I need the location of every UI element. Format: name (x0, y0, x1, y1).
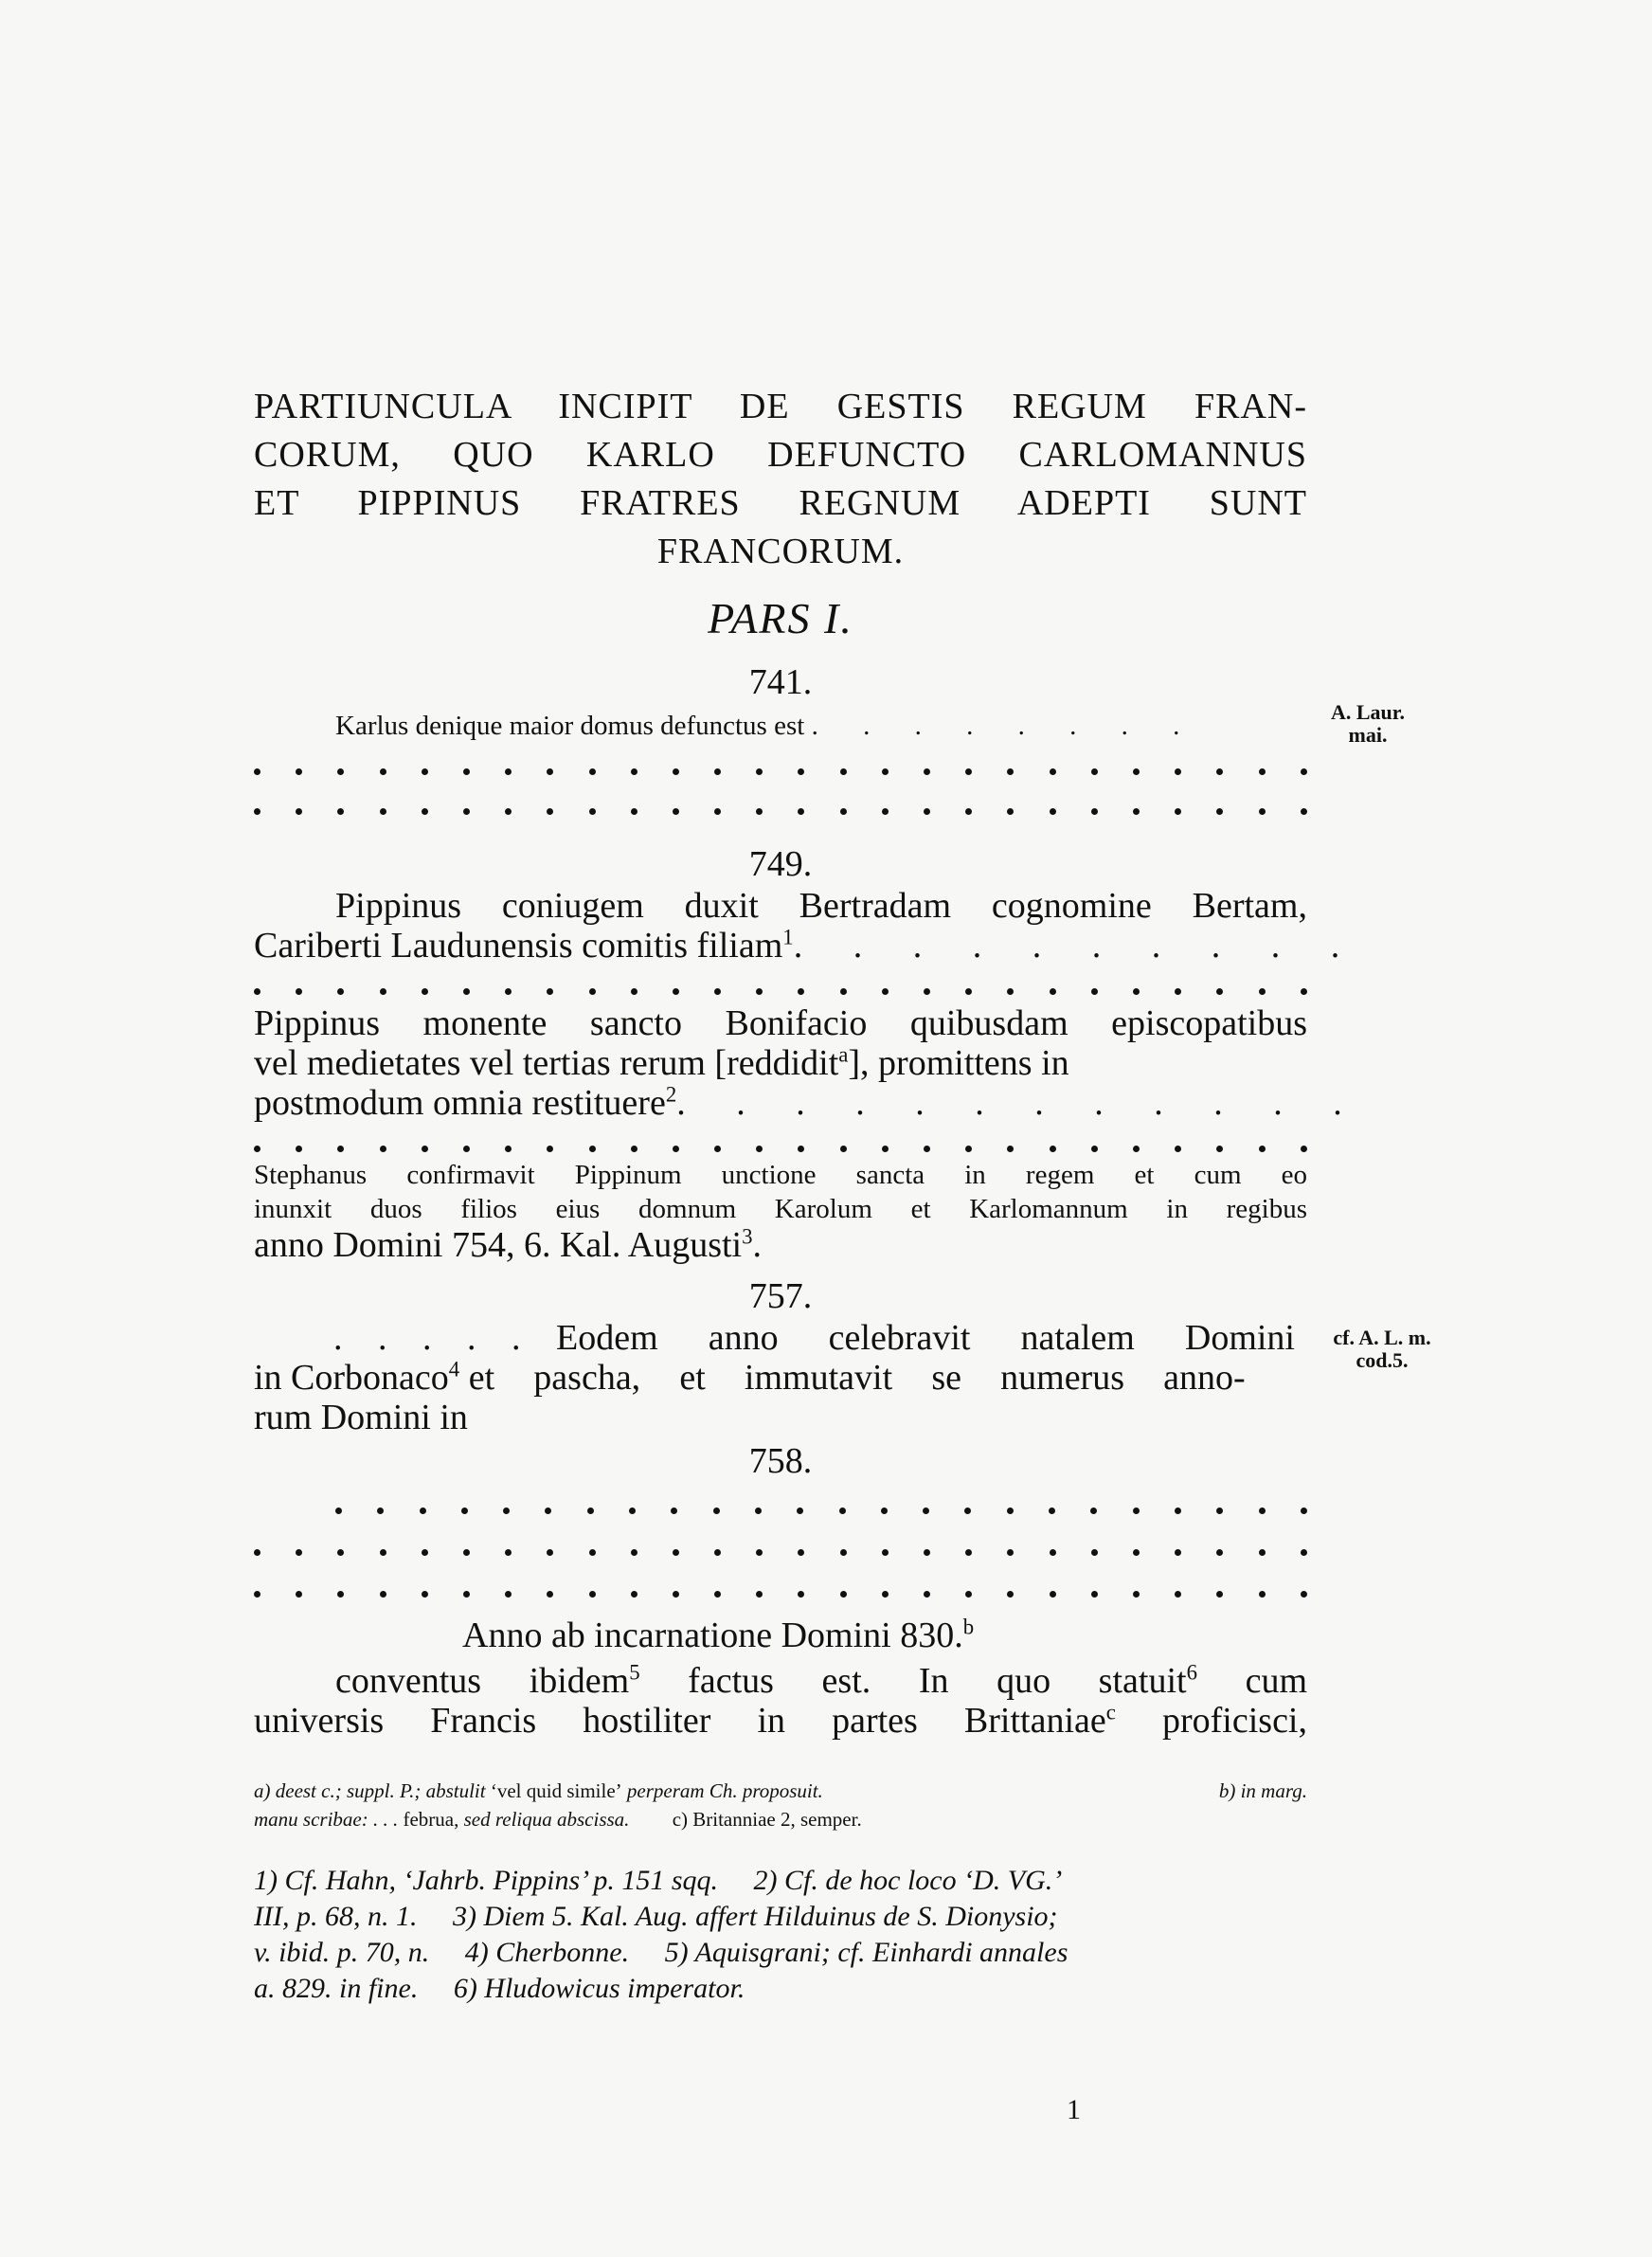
ellipsis-dot (1175, 768, 1181, 775)
ellipsis-dot (631, 808, 637, 815)
ellipsis-dot (797, 1508, 803, 1514)
ellipsis-dot (671, 1508, 677, 1514)
ellipsis-dot (1301, 1508, 1307, 1514)
entry-line: postmodum omnia restituere$^2$. . . . . . . . . . . . (254, 1082, 1363, 1123)
chapter-heading (254, 383, 1307, 576)
ellipsis-dot (1259, 768, 1266, 775)
ellipsis-dot (463, 988, 470, 995)
ellipsis-dot (924, 1591, 930, 1598)
apparatus-ref: a (838, 1042, 849, 1067)
ellipsis-dot (380, 1146, 386, 1152)
margin-note-text: A. Laur. (1330, 700, 1406, 724)
ellipsis-dot (463, 1549, 470, 1556)
entry-text: vel medietates vel tertias rerum [reddidit (254, 1043, 839, 1083)
ellipsis-dot (965, 768, 972, 775)
footnote-line (254, 1899, 1307, 1935)
entry-text: proficisci, (1161, 1701, 1307, 1741)
footnote-ref: 3 (742, 1224, 753, 1249)
ellipsis-dot (882, 768, 889, 775)
ellipsis-dot (924, 768, 930, 775)
ellipsis-dot (839, 1508, 846, 1514)
ellipsis-dot (629, 1508, 636, 1514)
ellipsis-dot (377, 1508, 384, 1514)
ellipsis-dot (1091, 1146, 1098, 1152)
ellipsis-dot (798, 1146, 804, 1152)
margin-note-laur (1311, 701, 1425, 747)
ellipsis-dot (422, 1146, 428, 1152)
ellipsis-dot (463, 1146, 470, 1152)
ellipsis-dot (1050, 1591, 1056, 1598)
ellipsis-dot (1175, 1508, 1181, 1514)
ellipsis-dot (631, 768, 637, 775)
entry-text: rum Domini in (254, 1398, 468, 1437)
entry-text: Anno ab incarnatione Domini 830. (462, 1616, 963, 1655)
ellipsis-dot (1301, 1549, 1307, 1556)
entry-text: Pippinus monente sancto Bonifacio quibusdam episcopatibus (254, 1003, 1307, 1043)
ellipsis-dot (505, 808, 512, 815)
ellipsis-dot (505, 1549, 512, 1556)
ellipsis-row (254, 1546, 1307, 1558)
ellipsis-dot (1050, 988, 1056, 995)
ellipsis-dot (1090, 1508, 1097, 1514)
ellipsis-dot (505, 768, 512, 775)
apparatus-text: manu scribae: . . . (254, 1808, 404, 1831)
entry-line: anno Domini 754, 6. Kal. Augusti$^3$. (254, 1224, 763, 1265)
ellipsis-dot (589, 1591, 596, 1598)
entry-text: conventus ibidem (335, 1661, 630, 1701)
entry-text: inunxit duos filios eius domnum Karolum et Karlomannum in regibus (254, 1194, 1307, 1224)
ellipsis-dot (1133, 1549, 1140, 1556)
entry-line (335, 1660, 1307, 1702)
ellipsis-dot (422, 1591, 428, 1598)
ellipsis-dot (756, 808, 763, 815)
footnote-ref: 1 (782, 925, 794, 949)
ellipsis-dot (882, 1146, 889, 1152)
ellipsis-dot (1133, 768, 1140, 775)
entry-text: Stephanus confirmavit Pippinum unctione sancta in regem et cum eo (254, 1160, 1307, 1190)
ellipsis-dot (756, 1549, 763, 1556)
ellipsis-dot (798, 768, 804, 775)
ellipsis-dot (422, 808, 428, 815)
ellipsis-dot (296, 768, 302, 775)
ellipsis-dot (254, 768, 260, 775)
entry-line: Cariberti Laudunensis comitis filiam$^1$. . . . . . . . . . (254, 925, 1361, 966)
ellipsis-dot (1175, 988, 1181, 995)
ellipsis-dot (337, 988, 344, 995)
heading-line: ET PIPPINUS FRATRES REGNUM ADEPTI SUNT (254, 483, 1307, 523)
ellipsis-dot (296, 1146, 302, 1152)
ellipsis-dot (1091, 1549, 1098, 1556)
ellipsis-dot (881, 1508, 888, 1514)
ellipsis-dot (1007, 1591, 1014, 1598)
entry-text: in Corbonaco (254, 1358, 449, 1398)
ellipsis-dot (1175, 1591, 1181, 1598)
heading-line: CORUM, QUO KARLO DEFUNCTO CARLOMANNUS (254, 435, 1307, 475)
margin-note-text: cf. A. L. m. (1333, 1326, 1431, 1349)
ellipsis-dot (1259, 1591, 1266, 1598)
ellipsis-dot (1133, 988, 1140, 995)
ellipsis-dot (924, 1146, 930, 1152)
ellipsis-dot (631, 1549, 637, 1556)
ellipsis-dot (337, 1549, 344, 1556)
heading-line: FRANCORUM. (656, 532, 905, 571)
entry-line: . . . . . Eodem anno celebravit natalem Domini (333, 1318, 1295, 1358)
entry-text: Pippinus coniugem duxit Bertradam cognomine Bertam, (335, 886, 1307, 926)
entry-text: et pascha, et immutavit se numerus anno- (468, 1358, 1246, 1398)
footnote-ref: 2 (665, 1082, 677, 1107)
ellipsis-dot (965, 1591, 972, 1598)
ellipsis-dot (840, 1549, 847, 1556)
footnote-text: v. ibid. p. 70, n. 4) Cherbonne. 5) Aquisgrani; cf. Einhardi annales (254, 1937, 1068, 1968)
ellipsis-dot (1007, 1508, 1014, 1514)
footnote-line (254, 1863, 1307, 1899)
footnote-ref: 6 (1186, 1660, 1197, 1685)
ellipsis-dot (337, 808, 344, 815)
apparatus-text: ‘vel quid simile’ (490, 1779, 622, 1802)
ellipsis-dot (503, 1508, 510, 1514)
ellipsis-dot (965, 1549, 972, 1556)
ellipsis-dot (1007, 1146, 1014, 1152)
ellipsis-dot (1216, 1591, 1223, 1598)
ellipsis-row (254, 1143, 1307, 1154)
entry-line (254, 1357, 1307, 1399)
ellipsis-dot (1007, 768, 1014, 775)
ellipsis-dot (673, 1146, 679, 1152)
ellipsis-dot (296, 1549, 302, 1556)
entry-text: factus est. In quo statuit (688, 1661, 1187, 1701)
ellipsis-dot (1133, 1591, 1140, 1598)
ellipsis-dot (798, 1549, 804, 1556)
ellipsis-dot (714, 1146, 721, 1152)
ellipsis-dot (589, 1146, 596, 1152)
ellipsis-dot (1301, 1591, 1307, 1598)
ellipsis-dot (756, 1591, 763, 1598)
ellipsis-dot (1301, 768, 1307, 775)
entry-line (254, 1192, 1307, 1226)
ellipsis-dot (673, 808, 679, 815)
entry-text: cum (1245, 1661, 1308, 1701)
entry-text: anno Domini 754, 6. Kal. Augusti (254, 1225, 743, 1265)
ellipsis-dot (756, 988, 763, 995)
ellipsis-dot (1216, 1146, 1223, 1152)
ellipsis-dot (1007, 1549, 1014, 1556)
ellipsis-dot (631, 1591, 637, 1598)
entry-line (254, 1042, 1307, 1084)
ellipsis-dot (798, 988, 804, 995)
year-heading: 741. (748, 662, 813, 702)
entry-line (462, 1615, 1516, 1656)
apparatus-line (254, 1778, 1307, 1805)
ellipsis-dot (882, 1549, 889, 1556)
ellipsis-dot (756, 1146, 763, 1152)
ellipsis-dot (380, 1549, 386, 1556)
ellipsis-dot (505, 988, 512, 995)
ellipsis-dot (545, 1508, 551, 1514)
ellipsis-dot (1133, 808, 1140, 815)
ellipsis-dot (714, 808, 721, 815)
apparatus-text: b) in marg. (1218, 1779, 1307, 1802)
ellipsis-dot (1091, 768, 1098, 775)
ellipsis-dot (714, 1591, 721, 1598)
ellipsis-dot (380, 1591, 386, 1598)
ellipsis-dot (1091, 808, 1098, 815)
ellipsis-dot (924, 808, 930, 815)
ellipsis-dot (1049, 1508, 1055, 1514)
ellipsis-dot (1091, 1591, 1098, 1598)
ellipsis-row (335, 1505, 1307, 1516)
ellipsis-row (254, 805, 1307, 817)
entry-text: postmodum omnia restituere (254, 1083, 666, 1123)
entry-text: universis Francis hostiliter in partes Brittaniae (254, 1701, 1106, 1741)
apparatus-text: a) deest c.; suppl. P.; abstulit (254, 1779, 491, 1802)
ellipsis-dot (965, 1146, 972, 1152)
ellipsis-dot (964, 1508, 971, 1514)
ellipsis-dot (463, 768, 470, 775)
footnote-ref: 5 (629, 1660, 640, 1685)
ellipsis-dot (254, 1146, 260, 1152)
ellipsis-dot (756, 768, 763, 775)
ellipsis-dot (1050, 808, 1056, 815)
ellipsis-dot (1216, 1549, 1223, 1556)
ellipsis-dot (882, 1591, 889, 1598)
ellipsis-dot (673, 988, 679, 995)
margin-note-cf (1311, 1327, 1453, 1372)
ellipsis-dot (924, 988, 930, 995)
apparatus-text: perperam Ch. proposuit. (621, 1779, 823, 1802)
ellipsis-dot (335, 1508, 342, 1514)
ellipsis-dot (1091, 988, 1098, 995)
ellipsis-dot (296, 988, 302, 995)
ellipsis-dot (1175, 1146, 1181, 1152)
page-number: 1 (1067, 2094, 1081, 2125)
entry-text: Eodem anno celebravit natalem Domini (556, 1318, 1295, 1358)
entry-text: Cariberti Laudunensis comitis filiam (254, 926, 783, 966)
ellipsis-dot (1259, 1508, 1266, 1514)
ellipsis-dot (714, 768, 721, 775)
ellipsis-dot (461, 1508, 468, 1514)
ellipsis-dot (505, 1146, 512, 1152)
apparatus-ref: b (962, 1615, 975, 1639)
ellipsis-dot (380, 988, 386, 995)
heading-line: PARTIUNCULA INCIPIT DE GESTIS REGUM FRAN- (254, 387, 1307, 426)
year-heading: 758. (748, 1441, 813, 1481)
entry-line (254, 1397, 1307, 1438)
ellipsis-dot (1007, 988, 1014, 995)
ellipsis-dot (547, 1549, 553, 1556)
ellipsis-dot (547, 808, 553, 815)
ellipsis-dot (547, 1146, 553, 1152)
ellipsis-dot (337, 768, 344, 775)
ellipsis-dot (587, 1508, 594, 1514)
footnote-text: a. 829. in fine. 6) Hludowicus imperator. (254, 1973, 745, 2004)
ellipsis-dot (673, 1591, 679, 1598)
ellipsis-dot (1175, 808, 1181, 815)
ellipsis-dot (1301, 1146, 1307, 1152)
entry-line (254, 1002, 1307, 1044)
ellipsis-dot (547, 1591, 553, 1598)
ellipsis-dot (1050, 1146, 1056, 1152)
ellipsis-dot (505, 1591, 512, 1598)
footnote-ref: 4 (448, 1357, 460, 1381)
ellipsis-dot (714, 1549, 721, 1556)
ellipsis-dot (631, 1146, 637, 1152)
footnote-text: III, p. 68, n. 1. 3) Diem 5. Kal. Aug. affert Hilduinus de S. Dionysio; (254, 1901, 1058, 1932)
ellipsis-dot (296, 1591, 302, 1598)
ellipsis-dot (1301, 808, 1307, 815)
ellipsis-dot (840, 808, 847, 815)
ellipsis-dot (589, 768, 596, 775)
ellipsis-dot (337, 1146, 344, 1152)
ellipsis-dot (1216, 988, 1223, 995)
ellipsis-dot (840, 988, 847, 995)
ellipsis-dot (840, 1146, 847, 1152)
ellipsis-dot (1216, 808, 1223, 815)
ellipsis-dot (1259, 1549, 1266, 1556)
ellipsis-dot (1216, 1508, 1223, 1514)
ellipsis-dot (422, 988, 428, 995)
ellipsis-dot (882, 808, 889, 815)
year-heading: 757. (748, 1276, 813, 1316)
entry-line (254, 1158, 1307, 1192)
ellipsis-dot (589, 1549, 596, 1556)
ellipsis-dot (631, 988, 637, 995)
ellipsis-dot (254, 988, 260, 995)
ellipsis-dot (422, 768, 428, 775)
footnote-text: 1) Cf. Hahn, ‘Jahrb. Pippins’ p. 151 sqq. 2) Cf. de hoc loco ‘D. VG.’ (254, 1865, 1063, 1896)
apparatus-text: c) Britanniae 2, semper. (672, 1808, 862, 1831)
ellipsis-row (254, 766, 1307, 777)
ellipsis-dot (547, 988, 553, 995)
ellipsis-dot (337, 1591, 344, 1598)
ellipsis-row (254, 985, 1307, 997)
ellipsis-dot (755, 1508, 762, 1514)
ellipsis-dot (1175, 1549, 1181, 1556)
ellipsis-dot (965, 808, 972, 815)
ellipsis-dot (589, 988, 596, 995)
ellipsis-dot (1259, 988, 1266, 995)
ellipsis-dot (965, 988, 972, 995)
ellipsis-dot (840, 768, 847, 775)
ellipsis-row (254, 1588, 1307, 1599)
footnote-line (254, 1935, 1307, 1971)
ellipsis-dot (882, 988, 889, 995)
ellipsis-dot (1216, 768, 1223, 775)
ellipsis-dot (463, 808, 470, 815)
ellipsis-dot (798, 808, 804, 815)
entry-line (254, 1700, 1307, 1742)
ellipsis-dot (798, 1591, 804, 1598)
apparatus-ref: c (1105, 1700, 1116, 1724)
entry-text: ], promittens in (848, 1043, 1069, 1083)
margin-note-text: cod.5. (1356, 1348, 1409, 1372)
margin-note-text: mai. (1348, 723, 1388, 747)
ellipsis-dot (463, 1591, 470, 1598)
part-title: PARS I. (708, 594, 853, 642)
entry-line (335, 885, 1307, 927)
apparatus-line (254, 1806, 1307, 1833)
ellipsis-dot (840, 1591, 847, 1598)
ellipsis-dot (296, 808, 302, 815)
ellipsis-dot (1259, 808, 1266, 815)
ellipsis-dot (714, 988, 721, 995)
apparatus-text: sed reliqua abscissa. (458, 1808, 630, 1831)
ellipsis-dot (1301, 988, 1307, 995)
ellipsis-dot (589, 808, 596, 815)
entry-text: Karlus denique maior domus defunctus est (335, 711, 805, 741)
ellipsis-dot (422, 1549, 428, 1556)
ellipsis-dot (380, 808, 386, 815)
ellipsis-dot (254, 1549, 260, 1556)
ellipsis-dot (254, 808, 260, 815)
apparatus-text: februa, (403, 1808, 459, 1831)
ellipsis-dot (547, 768, 553, 775)
ellipsis-dot (1133, 1146, 1140, 1152)
ellipsis-dot (420, 1508, 426, 1514)
ellipsis-dot (713, 1508, 720, 1514)
ellipsis-dot (923, 1508, 929, 1514)
ellipsis-dot (1050, 1549, 1056, 1556)
ellipsis-dot (1133, 1508, 1140, 1514)
ellipsis-dot (254, 1591, 260, 1598)
ellipsis-dot (673, 1549, 679, 1556)
ellipsis-dot (380, 768, 386, 775)
ellipsis-dot (1007, 808, 1014, 815)
ellipsis-dot (673, 768, 679, 775)
ellipsis-dot (1259, 1146, 1266, 1152)
ellipsis-dot (924, 1549, 930, 1556)
year-heading: 749. (748, 844, 813, 884)
entry-karlus: Karlus denique maior domus defunctus est . . . . . . . . (335, 711, 1199, 741)
footnote-line (254, 1971, 1307, 2007)
ellipsis-dot (1050, 768, 1056, 775)
